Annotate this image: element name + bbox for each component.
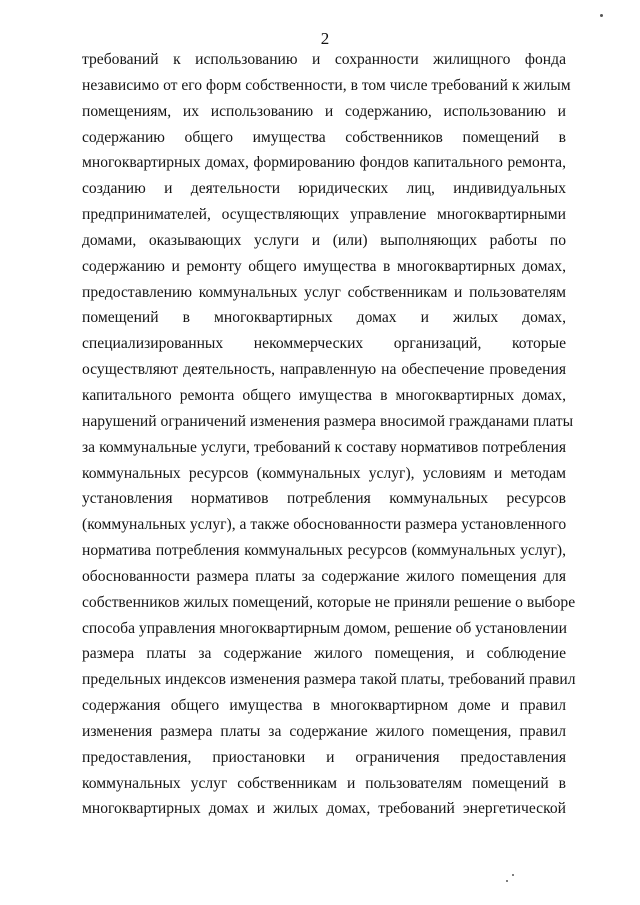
- text-line: специализированных некоммерческих организаций, которые: [82, 335, 566, 353]
- text-line: размера платы за содержание жилого помещения, и соблюдение: [82, 645, 566, 663]
- text-line: капитального ремонта общего имущества в многоквартирных домах,: [82, 386, 566, 404]
- text-line: содержанию общего имущества собственников помещений в: [82, 128, 566, 146]
- text-line: помещений в многоквартирных домах и жилых домах,: [82, 309, 566, 327]
- text-line: помещениям, их использованию и содержанию, использованию и: [82, 102, 566, 120]
- text-line: осуществляют деятельность, направленную на обеспечение проведения: [82, 361, 566, 379]
- text-line: установления нормативов потребления коммунальных ресурсов: [82, 490, 566, 508]
- text-line: созданию и деятельности юридических лиц, индивидуальных: [82, 180, 566, 198]
- text-line: содержания общего имущества в многоквартирном доме и правил: [82, 697, 566, 715]
- text-line: собственников жилых помещений, которые не приняли решение о выборе: [82, 593, 576, 611]
- text-line: изменения размера платы за содержание жилого помещения, правил: [82, 722, 566, 740]
- scan-speck: [600, 14, 603, 17]
- text-line: предельных индексов изменения размера такой платы, требований правил: [82, 671, 576, 689]
- text-line: нарушений ограничений изменения размера вносимой гражданами платы: [82, 412, 574, 430]
- text-line: норматива потребления коммунальных ресурсов (коммунальных услуг),: [82, 542, 566, 560]
- text-line: обоснованности размера платы за содержание жилого помещения для: [82, 567, 566, 585]
- text-line: за коммунальные услуги, требований к составу нормативов потребления: [82, 438, 566, 456]
- scan-speck: [506, 880, 508, 882]
- text-line: предпринимателей, осуществляющих управление многоквартирными: [82, 206, 566, 224]
- page-number: 2: [320, 29, 330, 48]
- scan-speck: [512, 874, 514, 876]
- text-line: независимо от его форм собственности, в том числе требований к жилым: [82, 76, 571, 94]
- text-line: предоставления, приостановки и ограничения предоставления: [82, 748, 566, 766]
- text-line: способа управления многоквартирным домом, решение об установлении: [82, 619, 567, 637]
- body-paragraph: [82, 47, 576, 822]
- text-line: предоставлению коммунальных услуг собственникам и пользователям: [82, 283, 566, 301]
- text-line: многоквартирных домах, формированию фондов капитального ремонта,: [82, 154, 566, 172]
- text-line: содержанию и ремонту общего имущества в многоквартирных домах,: [82, 257, 566, 275]
- text-line: многоквартирных домах и жилых домах, требований энергетической: [82, 800, 566, 818]
- text-line: (коммунальных услуг), а также обоснованности размера установленного: [82, 516, 567, 534]
- text-line: коммунальных услуг собственникам и пользователям помещений в: [82, 774, 566, 792]
- text-line: коммунальных ресурсов (коммунальных услуг), условиям и методам: [82, 464, 566, 482]
- text-line: требований к использованию и сохранности жилищного фонда: [82, 51, 566, 68]
- text-line: домами, оказывающих услуги и (или) выполняющих работы по: [82, 231, 566, 249]
